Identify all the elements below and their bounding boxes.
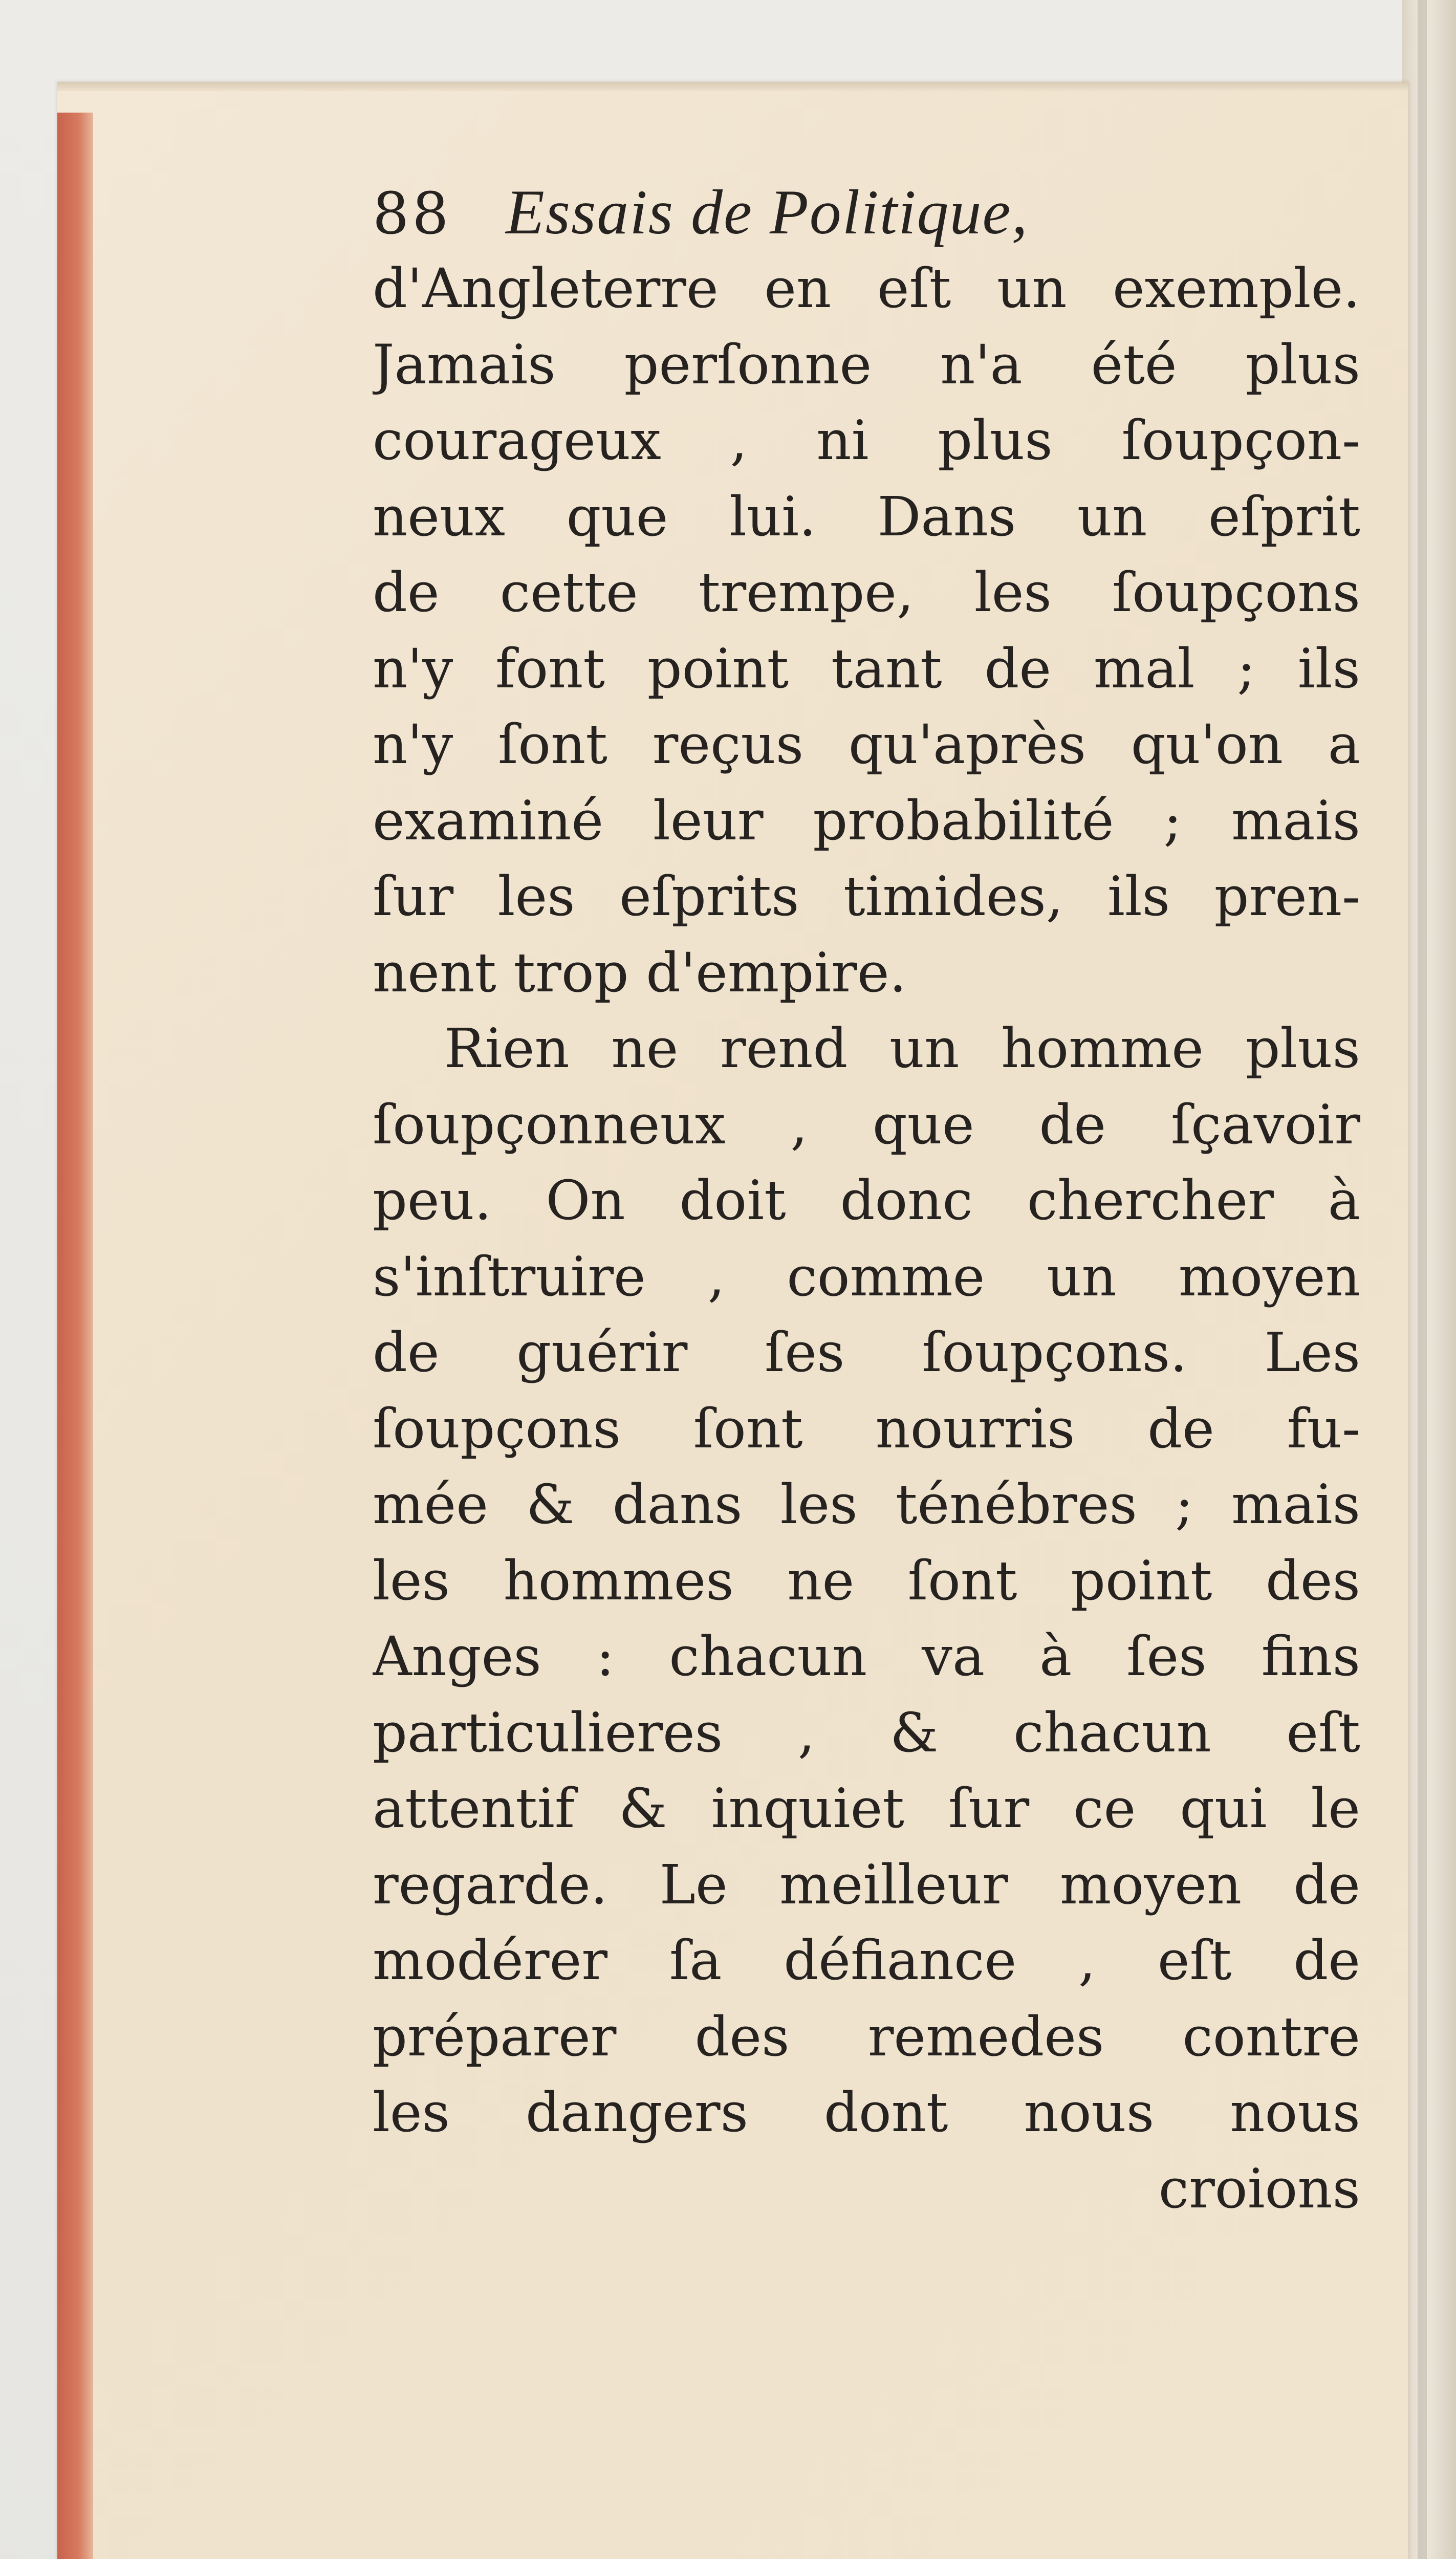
adjacent-page-edge — [1402, 0, 1456, 2559]
page-red-edge — [57, 113, 93, 2559]
text-line: ſoupçons ſont nourris de fu- — [373, 1397, 1360, 1460]
text-line: courageux , ni plus ſoupçon- — [373, 409, 1360, 472]
text-line: Anges : chacun va à ſes fins — [373, 1625, 1360, 1688]
text-line: regarde. Le meilleur moyen de — [373, 1853, 1360, 1916]
running-title: Essais de Politique, — [506, 177, 1029, 247]
text-line: d'Angleterre en eſt un exemple. — [373, 257, 1360, 320]
text-line: de guérir ſes ſoupçons. Les — [373, 1321, 1360, 1384]
text-line: mée & dans les ténébres ; mais — [373, 1473, 1360, 1536]
text-block — [373, 174, 1360, 2227]
running-head — [373, 174, 1360, 251]
text-line: Rien ne rend un homme plus — [444, 1017, 1360, 1080]
page-top-edge — [57, 82, 1408, 91]
text-line: neux que lui. Dans un eſprit — [373, 485, 1360, 548]
text-line: n'y ſont reçus qu'après qu'on a — [373, 713, 1360, 776]
text-line: n'y font point tant de mal ; ils — [373, 637, 1360, 700]
text-line: attentif & inquiet ſur ce qui le — [373, 1777, 1360, 1840]
page-number: 88 — [373, 181, 452, 247]
book-spine-shadow — [1418, 0, 1427, 2559]
text-line: particulieres , & chacun eſt — [373, 1701, 1360, 1764]
text-line: peu. On doit donc chercher à — [373, 1169, 1360, 1232]
text-line: Jamais perſonne n'a été plus — [373, 333, 1360, 396]
text-line: les hommes ne ſont point des — [373, 1549, 1360, 1612]
text-line: examiné leur probabilité ; mais — [373, 789, 1360, 852]
text-line: nent trop d'empire. — [373, 941, 907, 1004]
text-line: ſoupçonneux , que de ſçavoir — [373, 1093, 1360, 1156]
text-line: les dangers dont nous nous — [373, 2081, 1360, 2144]
text-line: modérer ſa défiance , eſt de — [373, 1929, 1360, 1992]
text-line: ſur les eſprits timides, ils pren- — [373, 865, 1360, 928]
text-line: préparer des remedes contre — [373, 2005, 1360, 2068]
text-line: de cette trempe, les ſoupçons — [373, 561, 1360, 624]
text-line: s'inſtruire , comme un moyen — [373, 1245, 1360, 1308]
catchword: croions — [1158, 2157, 1360, 2220]
